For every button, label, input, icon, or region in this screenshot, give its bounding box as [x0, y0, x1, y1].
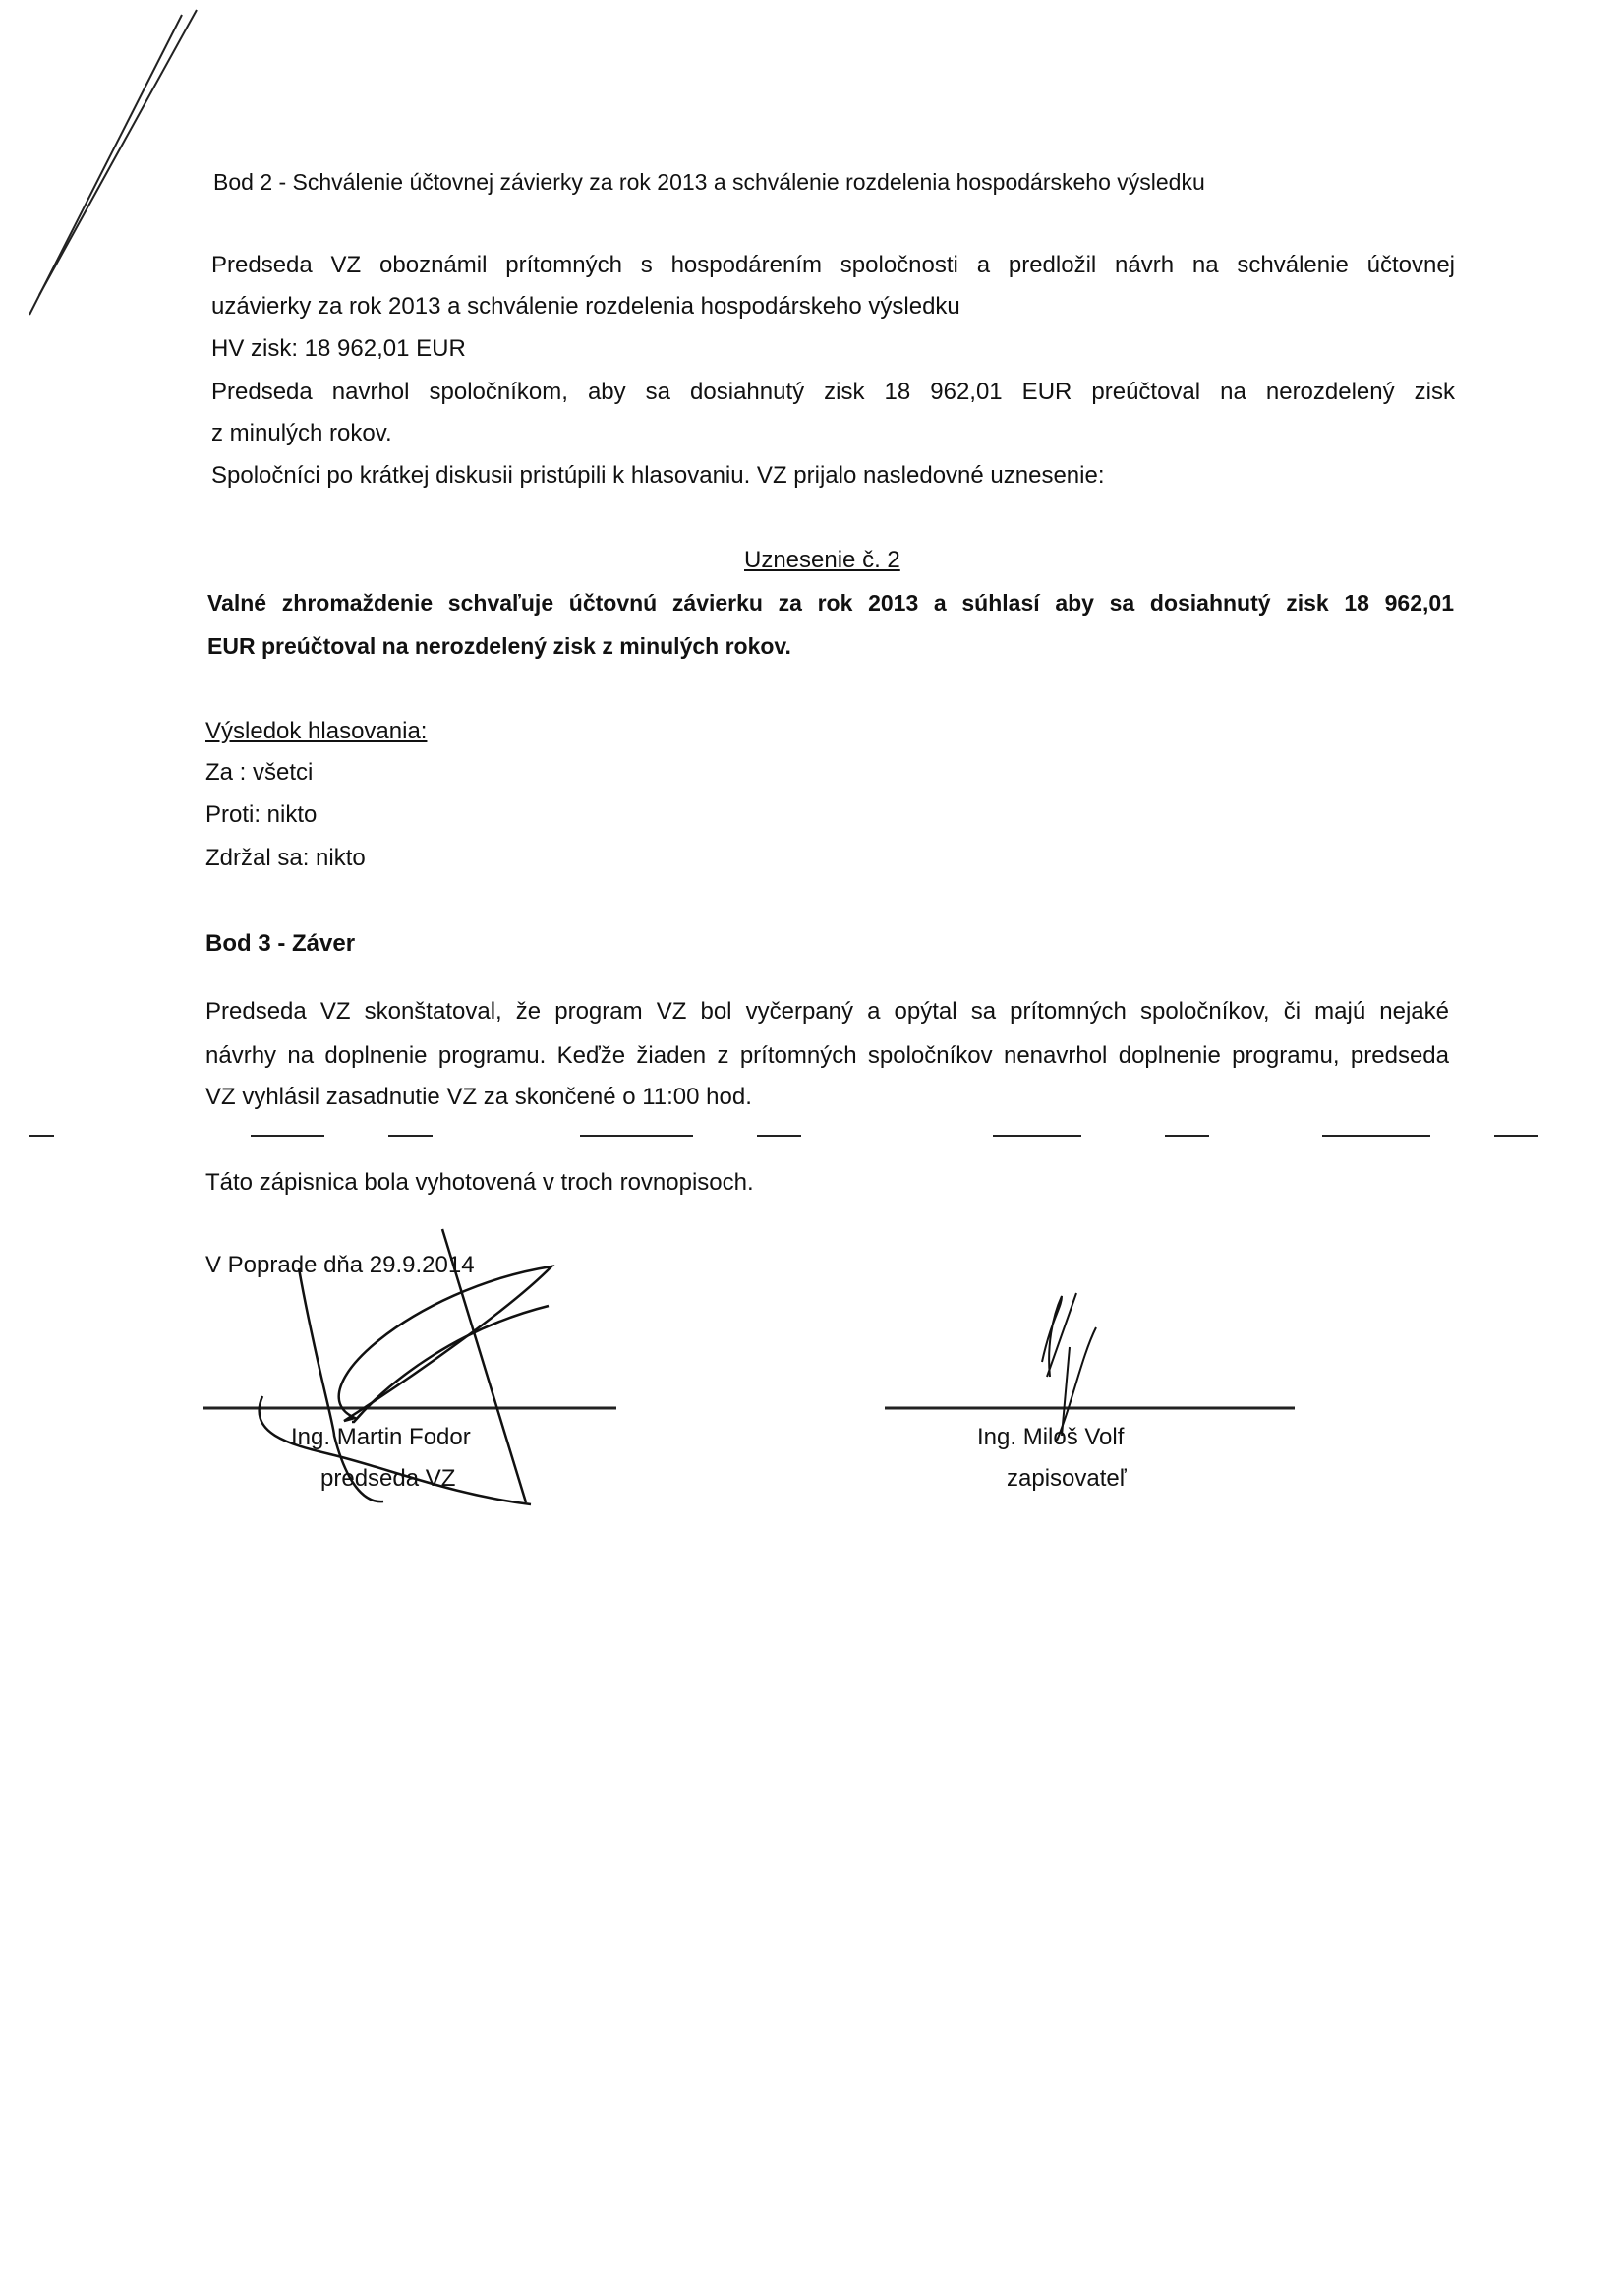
vote-against: Proti: nikto — [205, 801, 318, 828]
resolution-title: Uznesenie č. 2 — [744, 547, 900, 573]
bod3-heading: Bod 3 - Záver — [205, 930, 356, 957]
bod2-line: Predseda navrhol spoločníkom, aby sa dosiahnutý zisk 18 962,01 EUR preúčtoval na nerozdelený zisk — [211, 379, 1455, 405]
place-date: V Poprade dňa 29.9.2014 — [205, 1252, 475, 1278]
resolution-line: EUR preúčtoval na nerozdelený zisk z minulých rokov. — [207, 633, 791, 659]
bod3-line: Predseda VZ skonštatoval, že program VZ bol vyčerpaný a opýtal sa prítomných spoločníkov, či majú nejaké — [205, 998, 1449, 1025]
hv-zisk: HV zisk: 18 962,01 EUR — [211, 335, 466, 362]
vote-abstain: Zdržal sa: nikto — [205, 845, 366, 871]
signatory-name: Ing. Martin Fodor — [291, 1424, 471, 1450]
signature-volf — [1042, 1293, 1096, 1441]
signatory-role: predseda VZ — [320, 1465, 456, 1492]
bod3-line: VZ vyhlásil zasadnutie VZ za skončené o 11:00 hod. — [205, 1084, 752, 1110]
resolution-line: Valné zhromaždenie schvaľuje účtovnú závierku za rok 2013 a súhlasí aby sa dosiahnutý zisk 18 962,01 — [207, 590, 1454, 616]
copies-note: Táto zápisnica bola vyhotovená v troch rovnopisoch. — [205, 1169, 754, 1196]
bod2-line: z minulých rokov. — [211, 420, 392, 446]
bod2-line: Spoločníci po krátkej diskusii pristúpili k hlasovaniu. VZ prijalo nasledovné uznesenie: — [211, 462, 1105, 489]
vote-for: Za : všetci — [205, 759, 314, 786]
bod3-line: návrhy na doplnenie programu. Keďže žiaden z prítomných spoločníkov nenavrhol doplnenie programu, predseda — [205, 1042, 1449, 1069]
vote-title: Výsledok hlasovania: — [205, 718, 428, 744]
signatory-name: Ing. Miloš Volf — [977, 1424, 1125, 1450]
bod2-line: Predseda VZ oboznámil prítomných s hospodárením spoločnosti a predložil návrh na schválenie účtovnej — [211, 252, 1455, 278]
margin-slash-line — [39, 10, 197, 295]
bod2-heading: Bod 2 - Schválenie účtovnej závierky za rok 2013 a schválenie rozdelenia hospodárskeho výsledku — [213, 169, 1205, 195]
signatory-role: zapisovateľ — [1007, 1465, 1127, 1492]
bod2-line: uzávierky za rok 2013 a schválenie rozdelenia hospodárskeho výsledku — [211, 293, 960, 320]
